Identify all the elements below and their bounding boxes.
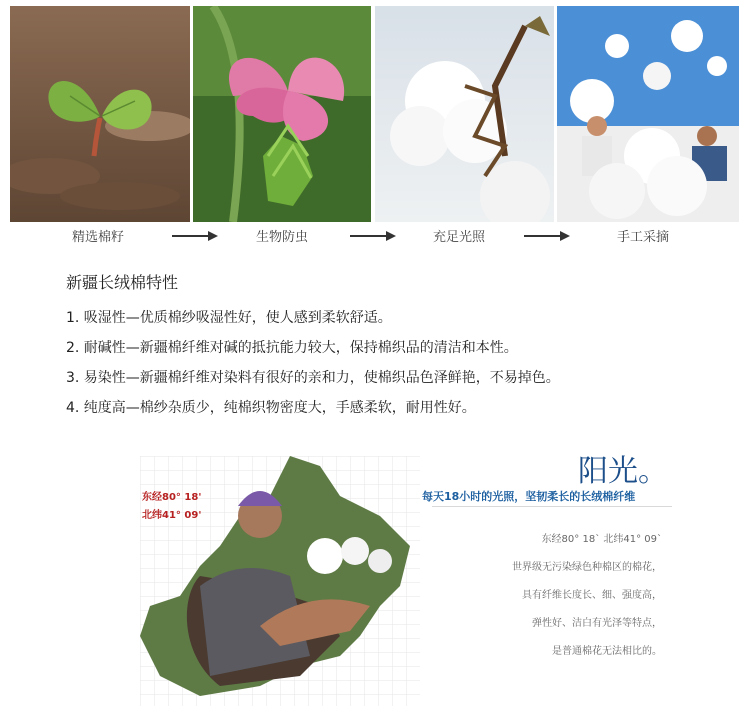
map-longitude-label: 东经80° 18' [142,492,202,503]
arrow-right-icon [350,231,396,241]
map-latitude-label: 北纬41° 09' [142,510,202,521]
cotton-seedling-photo [10,6,190,222]
features-section [66,270,706,423]
features-list [66,303,706,423]
photo-strip [0,6,750,224]
sunshine-line: 世界级无污染绿色种棉区的棉花， [512,562,662,573]
step-select-seed: 精选棉籽 [72,230,125,245]
sunshine-line: 具有纤维长度长、细、强度高， [522,590,662,601]
sunshine-line: 弹性好、洁白有光泽等特点， [532,618,662,629]
sunshine-line: 东经80° 18` 北纬41° 09` [541,534,662,545]
list-item: 1. 吸湿性—优质棉纱吸湿性好，使人感到柔软舒适。 [66,310,392,326]
sunshine-line: 是普通棉花无法相比的。 [552,646,662,657]
sunshine-subtitle: 每天18小时的光照，坚韧柔长的长绒棉纤维 [422,490,636,503]
cotton-flower-photo [193,6,371,222]
cotton-boll-photo [375,6,554,222]
step-hand-picking: 手工采摘 [617,230,670,245]
divider [432,506,672,507]
process-steps [0,226,750,246]
list-item: 2. 耐碱性—新疆棉纤维对碱的抵抗能力较大，保持棉织品的清洁和本性。 [66,340,518,356]
list-item: 4. 纯度高—棉纱杂质少，纯棉织物密度大，手感柔软，耐用性好。 [66,400,476,416]
cotton-harvest-photo [557,6,739,222]
sunshine-title: 阳光。 [578,454,668,489]
arrow-right-icon [172,231,218,241]
list-item: 3. 易染性—新疆棉纤维对染料有很好的亲和力，使棉织品色泽鲜艳，不易掉色。 [66,370,560,386]
features-title: 新疆长绒棉特性 [66,273,179,292]
step-sunlight: 充足光照 [433,230,486,245]
arrow-right-icon [524,231,570,241]
sunshine-section [0,436,750,712]
step-bio-pest-control: 生物防虫 [256,230,309,245]
